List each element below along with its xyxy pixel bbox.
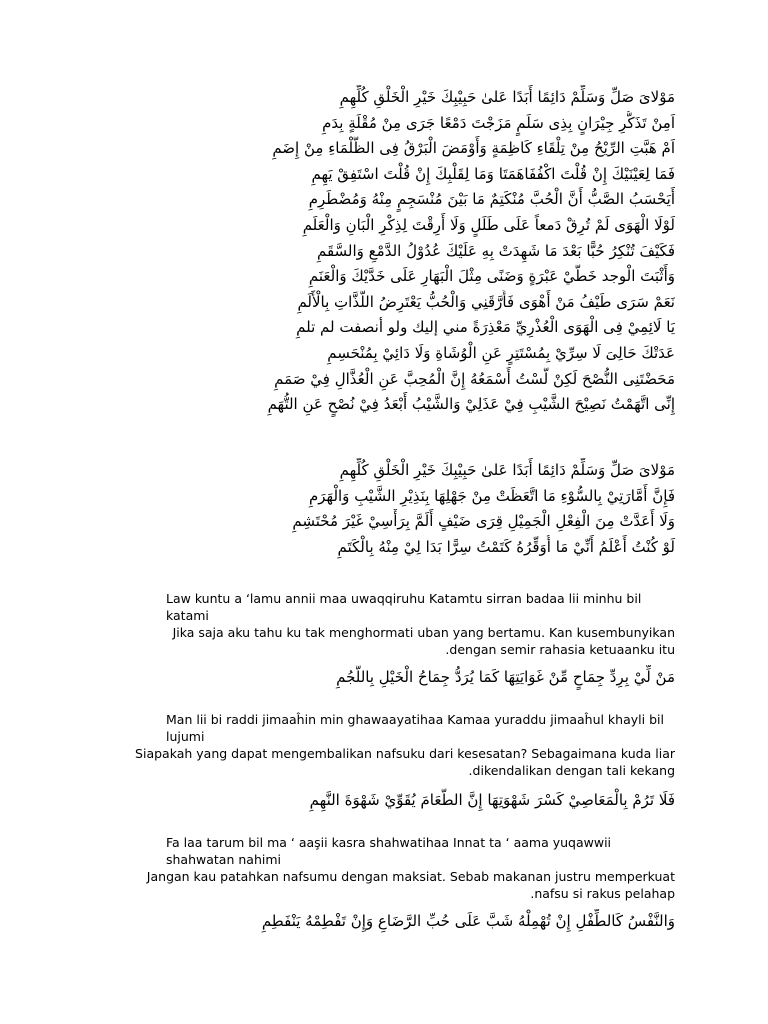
poem-line: أَيَحْسَبُ الصَّبُّ أَنَّ الْحُبَّ مُنْكَتِمٌ مَا بَيْنَ مُنْسَجِمٍ مِنْهُ وَمُضْطَرِمِ [308,190,675,209]
arabic-verse-2: مَنْ لِّيْ بِرِدِّ جِمَاحٍ مِّنْ غَوَايَتِهَا كَمَا يُرَدُّ جِمَاحُ الْخَيْلِ بِاللُّجُمِ [336,668,675,686]
translation-3: Jangan kau patahkan nafsumu dengan maksiat. Sebab makanan justru memperkuat nafsu si rakus pelahap. [146,869,675,901]
poem-line: نَعَمْ سَرَى طَيْفُ مَنْ أَهْوَى فَأَرَّقَنِي وَالْحُبُّ يَعْتَرِضُ اللَّذَّاتِ بِالْأَلَمِ [297,292,675,311]
poem-line: يَا لَائِمِيْ فِى الْهَوَى الْعُذْرِيِّ مَعْذِرَةً مني إليك ولو أنصفت لم تلمِ [296,318,675,337]
poem-line: لَوْلَا الْهَوَى لَمْ تُرِقْ دَمعاً عَلَى طَلَلٍ وَلَا أَرِقْتَ لِذِكْرِ الْبَانِ وَالْعَلَمِ [302,215,675,234]
poem-line: مَحَضْتَنِى النُّصْحَ لَكِنْ لَّسْتُ أَسْمَعُهُ إِنَّ الْمُحِبَّ عَنِ الْعُذَّالِ فِيْ صَمَمِ [274,369,675,388]
poem-line: إِنِّى اتَّهَمْتُ نَصِيْحَ الشَّيْبِ فِيْ عَذَلِيْ وَالشَّيْبُ أَبْعَدُ فِيْ نُصْحٍ عَنِ التُّهَمِ [267,395,675,414]
poem-line: اَمْ هَبَّتِ الرِّيْحُ مِنْ تِلْقَاءِ كَاظِمَةٍ وَأَوْمَضَ الْبَرْقُ فِى الظَّلْمَاءِ مِنْ إِضَمِ [272,139,675,158]
poem-line: فَإِنَّ أَمَّارَتِيْ بِالسُّوْءِ مَا اتَّعَظَتْ مِنْ جَهْلِهَا بِنَذِيْرِ الشَّيْبِ وَالْهَرَمِ [308,486,675,505]
translation-1: Jika saja aku tahu ku tak menghormati uban yang bertamu. Kan kusembunyikan dengan semir rahasia ketuaanku itu. [172,625,675,657]
translation-2: Siapakah yang dapat mengembalikan nafsuku dari kesesatan? Sebagaimana kuda liar dikendalikan dengan tali kekang. [135,746,675,778]
poem-line: مَوْلاىَ صَلِّ وَسَلِّمْ دَائِمًا أَبَدًا عَلىٰ حَبِيْبِكَ خَيْرِ الْخَلْقِ كُلِّهِمِ [339,88,675,106]
poem-line: عَدَتْكَ حَالِىَ لَا سِرِّيْ بِمُسْتَتِرٍ عَنِ الْوُشَاةِ وَلَا دَائِيْ بِمُنْحَسِمِ [327,343,675,362]
poem-line: وَأَثْبَتَ الْوجد خَطَّيْ عَبْرَةٍ وَضَنًى مِثْلَ الْبَهَارِ عَلَى خَدَّيْكَ وَالْعَنَمِ [308,267,675,286]
poem-block-1 [130,85,675,418]
arabic-verse-3: فَلَا تَرُمْ بِالْمَعَاصِيْ كَسْرَ شَهْوَتِهَا إِنَّ الطَّعَامَ يُقَوِّيْ شَهْوَةَ النَّهِمِ [309,791,675,809]
poem-line: فَكَيْفَ تُنْكِرُ حُبًّا بَعْدَ مَا شَهِدَتْ بِهِ عَلَيْكَ عُدُوْلُ الدَّمْعِ وَالسَّقَمِ [316,241,675,260]
transliteration-1: Law kuntu a ‘lamu annii maa uwaqqiruhu Katamtu sirran badaa lii minhu bil katami [166,591,642,623]
poem-block-2 [130,458,675,560]
poem-line: اَمِنْ تَذَكُّرِ جِيْرَانٍ بِذِى سَلَمٍ مَزَجْتَ دَمْعًا جَرَى مِنْ مُقْلَةٍ بِدَمِ [322,113,675,132]
poem-line: لَوْ كُنْتُ أَعْلَمُ أَنِّيْ مَا أُوَقِّرُهُ كَتَمْتُ سِرًّا بَدَا لِيْ مِنْهُ بِالْكَتَمِ [337,537,675,556]
poem-line: مَوْلاىَ صَلِّ وَسَلِّمْ دَائِمًا أَبَدًا عَلىٰ حَبِيْبِكَ خَيْرِ الْخَلْقِ كُلِّهِمِ [339,461,675,479]
poem-line: وَلَا أَعَدَّتْ مِنَ الْفِعْلِ الْجَمِيْلِ قِرَى ضَيْفٍ أَلَمَّ بِرَأْسِيْ غَيْرَ مُحْتَشِمِ [292,512,675,531]
transliteration-2: Man lii bi raddi jimaaĥin min ghawaayatihaa Kamaa yuraddu jimaaĥul khayli bil lujumi [166,712,664,744]
arabic-verse-4: وَالنَّفْسُ كَالطِّفْلِ إِنْ تُهْمِلْهُ شَبَّ عَلَى حُبِّ الرَّضَاعِ وَإِنْ تَفْطِمْهُ يَنْفَطِمِ [261,912,675,930]
poem-line: فَمَا لِعَيْنَيْكَ إِنْ قُلْتَ اكْفُفَاهَمَتَا وَمَا لِقَلْبِكَ إِنْ قُلْتَ اسْتَفِقْ يَهِمِ [311,164,675,183]
transliteration-3: Fa laa tarum bil ma ‘ aaşii kasra shahwatihaa Innat ta ‘ aama yuqawwii shahwatan nahimi [166,835,612,867]
